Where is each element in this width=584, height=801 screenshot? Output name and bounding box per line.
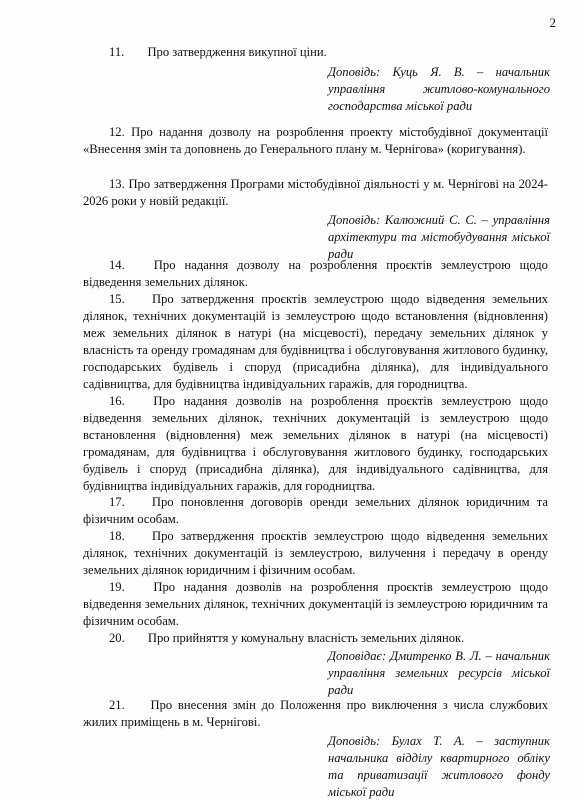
reporter-label: Доповідає: [328, 649, 387, 663]
item-number: 21. [109, 698, 125, 712]
item-text: Про затвердження проєктів землеустрою щодо відведення земельних ділянок, технічних документацій із землеустрою щодо встановлення (відновлення) меж земельних ділянок в натурі (на місцевості), передачу земельних ділянок у власність та оренду громадянам для будівництва і обслуговування житлового будинку, господарських будівель і споруд (присадибна ділянка), для індивідуального садівництва, для будівництва індивідуальних гаражів, для городництва. [83, 292, 548, 391]
item-text: Про надання дозволів на розроблення проєктів землеустрою щодо відведення земельних ділянок, технічних документацій із землеустрою щодо встановлення (відновлення) меж земельних ділянок в натурі (на місцевості) громадянам, для будівництва і обслуговування житлового будинку, господарських будівель і споруд (присадибна ділянка), для індивідуального садівництва, для будівництва індивідуальних гаражів, для городництва. [83, 394, 548, 493]
item-text: Про поновлення договорів оренди земельних ділянок юридичним та фізичним особам. [83, 495, 548, 526]
agenda-item-12 [83, 124, 548, 158]
agenda-item-17 [83, 494, 548, 528]
agenda-item-14 [83, 257, 548, 291]
item-text: Про затвердження викупної ціни. [147, 45, 327, 59]
reporter-label: Доповідь: [328, 213, 381, 227]
reporter-text: Дмитренко В. Л. – начальник управління земельних ресурсів міської ради [328, 649, 550, 697]
agenda-item-15 [83, 291, 548, 393]
item-text: Про внесення змін до Положення про виключення з числа службових жилих приміщень в м. Чернігові. [83, 698, 548, 729]
item-number: 12. [109, 125, 125, 139]
agenda-item-13 [83, 176, 548, 210]
agenda-item-19 [83, 579, 548, 630]
agenda-item-16 [83, 393, 548, 495]
agenda-item-21 [83, 697, 548, 731]
reporter-block-2 [328, 212, 550, 263]
reporter-text: Калюжний С. С. – управління архітектури та містобудування міської ради [328, 213, 550, 261]
item-number: 11. [109, 45, 125, 59]
item-number: 20. [109, 631, 125, 645]
item-text: Про надання дозволів на розроблення проєктів землеустрою щодо відведення земельних ділянок, технічних документацій із землеустрою юридичним та фізичним особам. [83, 580, 548, 628]
item-number: 17. [109, 495, 125, 509]
item-text: Про надання дозволу на розроблення проекту містобудівної документації «Внесення змін та доповнень до Генерального плану м. Чернігова» (коригування). [83, 125, 548, 156]
item-number: 18. [109, 529, 125, 543]
reporter-text: Куць Я. В. – начальник управління житлово-комунального господарства міської ради [328, 65, 550, 113]
reporter-block-1 [328, 64, 550, 115]
item-number: 13. [109, 177, 125, 191]
reporter-text: Булах Т. А. – заступник начальника відділу квартирного обліку та приватизації житлового фонду міської ради [328, 734, 550, 799]
agenda-item-20 [83, 630, 548, 647]
item-number: 19. [109, 580, 125, 594]
reporter-block-4 [328, 733, 550, 801]
item-text: Про прийняття у комунальну власність земельних ділянок. [147, 631, 465, 645]
item-number: 14. [109, 258, 125, 272]
item-number: 15. [109, 292, 125, 306]
item-text: Про надання дозволу на розроблення проєктів землеустрою щодо відведення земельних ділянок. [83, 258, 548, 289]
item-text: Про затвердження Програми містобудівної діяльності у м. Чернігові на 2024-2026 роки у новій редакції. [83, 177, 549, 208]
item-text: Про затвердження проєктів землеустрою щодо відведення земельних ділянок, технічних документацій із землеустрою, вилучення і передачу в оренду земельних ділянок юридичним і фізичним особам. [83, 529, 548, 577]
item-number: 16. [109, 394, 125, 408]
reporter-label: Доповідь: [328, 65, 381, 79]
page-number: 2 [549, 15, 556, 30]
reporter-label: Доповідь: [328, 734, 381, 748]
reporter-block-3 [328, 648, 550, 699]
agenda-item-18 [83, 528, 548, 579]
agenda-item-11 [83, 44, 548, 61]
